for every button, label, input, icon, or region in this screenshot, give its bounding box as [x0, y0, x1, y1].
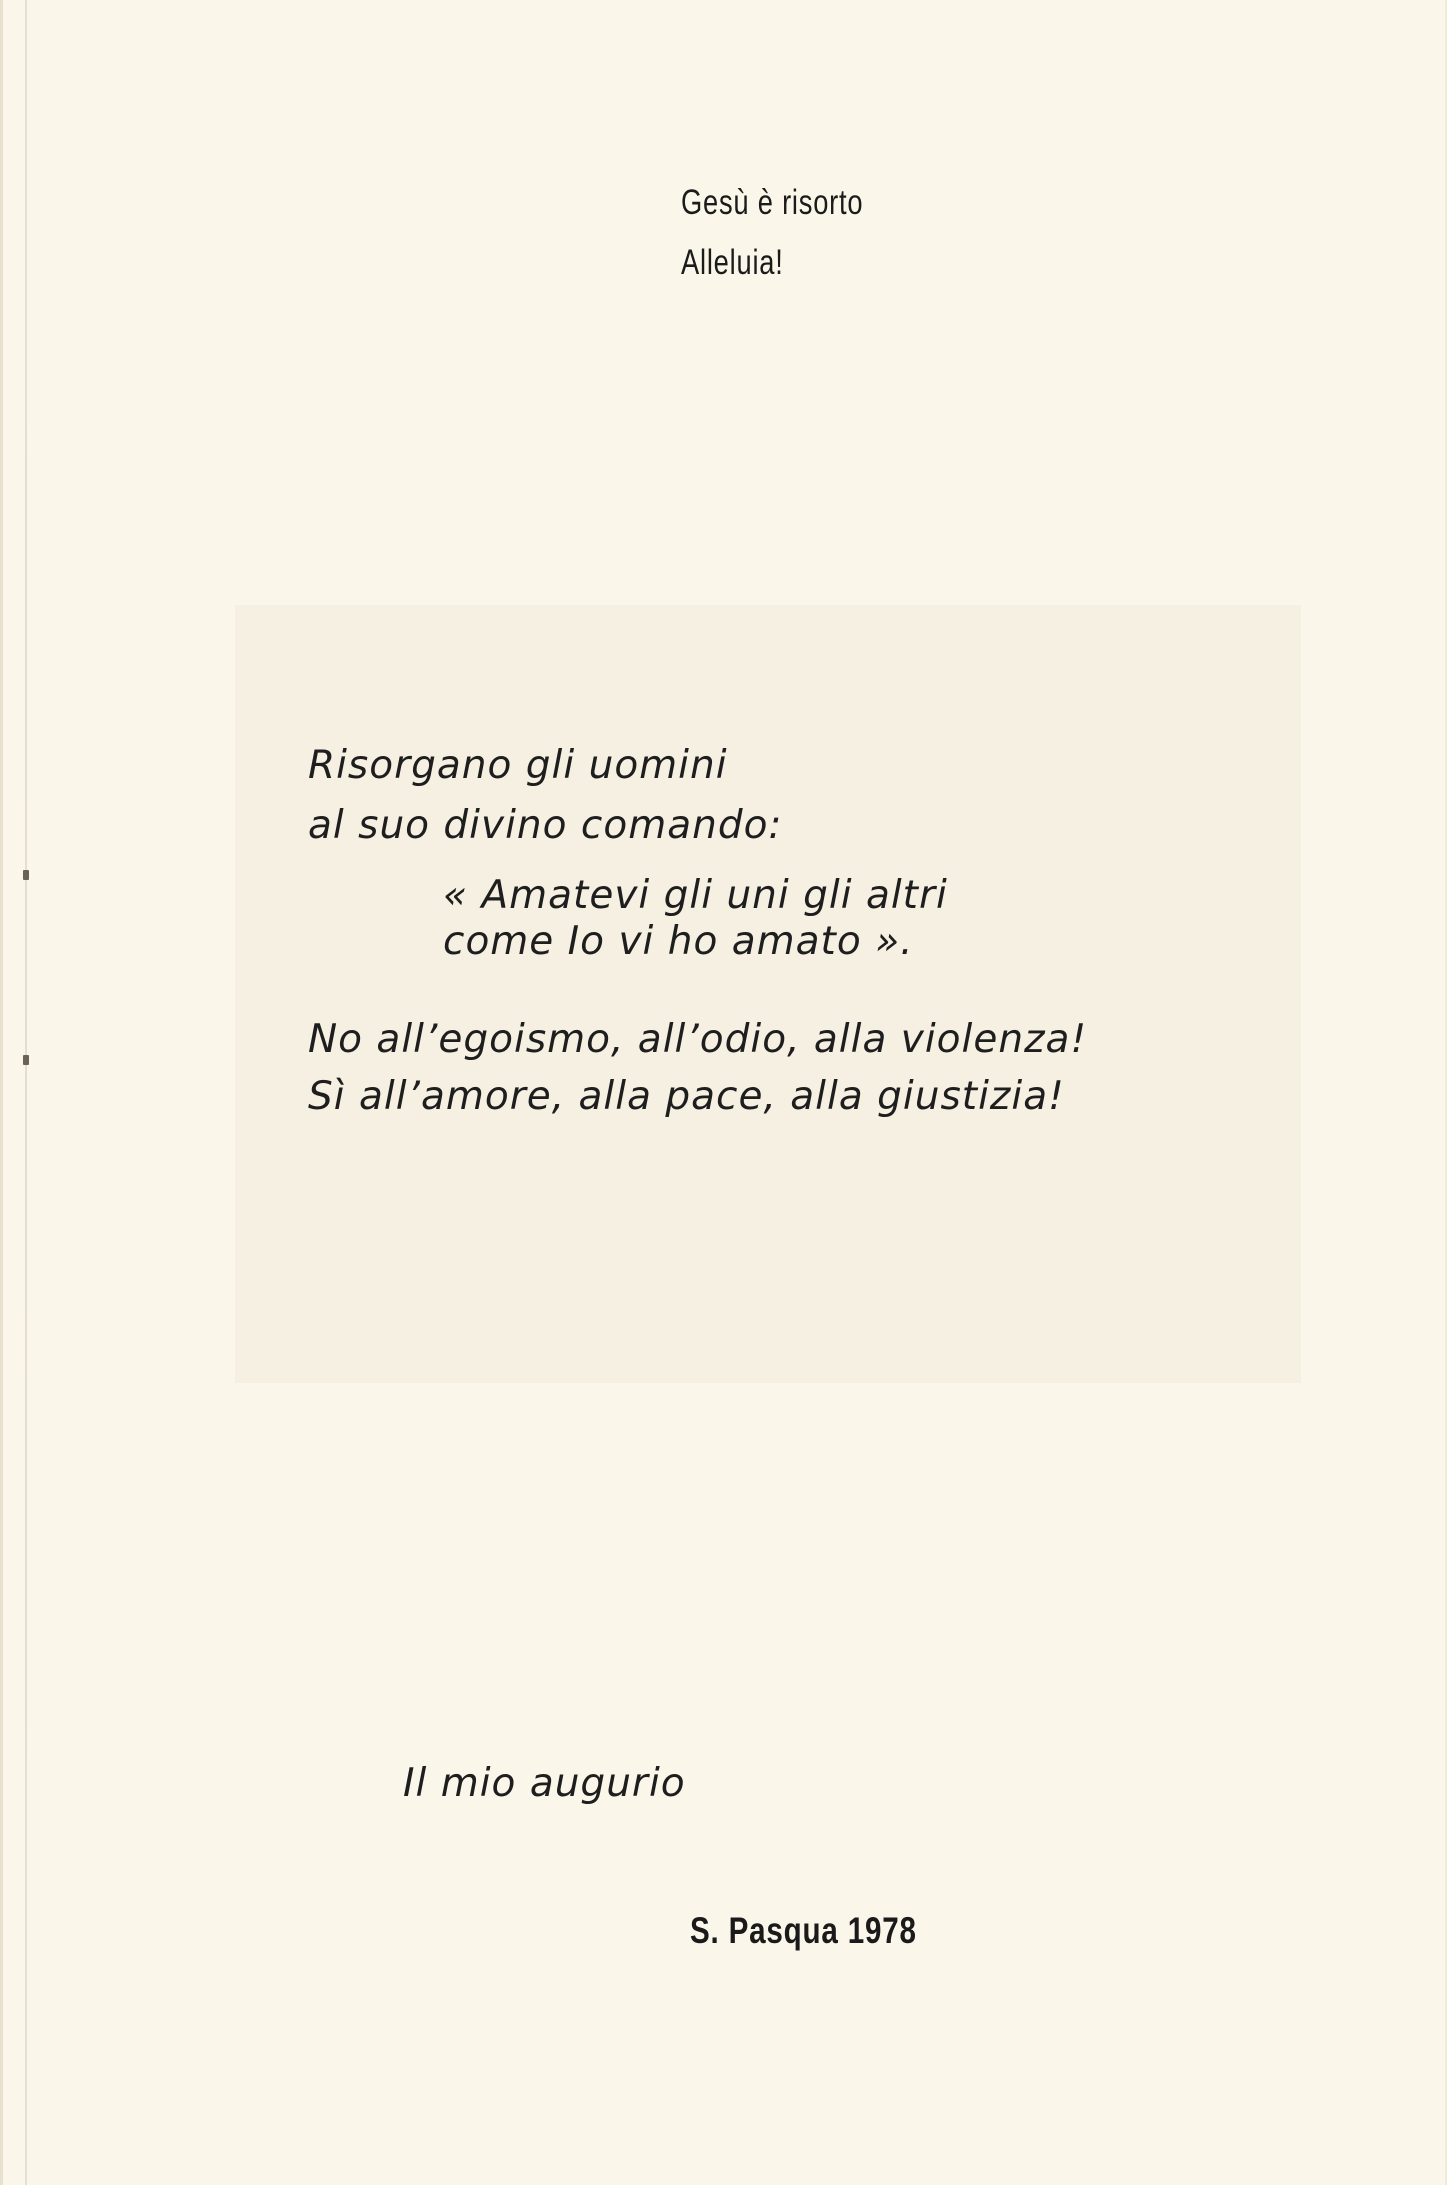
staple-top — [23, 870, 29, 880]
poem-line-1: Risorgano gli uomini — [308, 743, 728, 788]
greeting: Il mio augurio — [403, 1761, 686, 1806]
poem-line-2: al suo divino comando: — [308, 803, 783, 848]
heading-line-1: Gesù è risorto — [681, 183, 864, 222]
heading-line-2: Alleluia! — [681, 243, 784, 282]
poem-quote-line-2: come Io vi ho amato ». — [443, 919, 914, 964]
page-spine — [25, 0, 27, 2185]
staple-bottom — [23, 1055, 29, 1065]
poem-line-4: Sì all’amore, alla pace, alla giustizia! — [308, 1074, 1065, 1119]
poem-line-3: No all’egoismo, all’odio, alla violenza! — [308, 1017, 1088, 1062]
footer-date: S. Pasqua 1978 — [690, 1910, 917, 1951]
poem-quote-line-1: « Amatevi gli uni gli altri — [443, 873, 948, 918]
show-through-area — [235, 605, 1301, 1383]
